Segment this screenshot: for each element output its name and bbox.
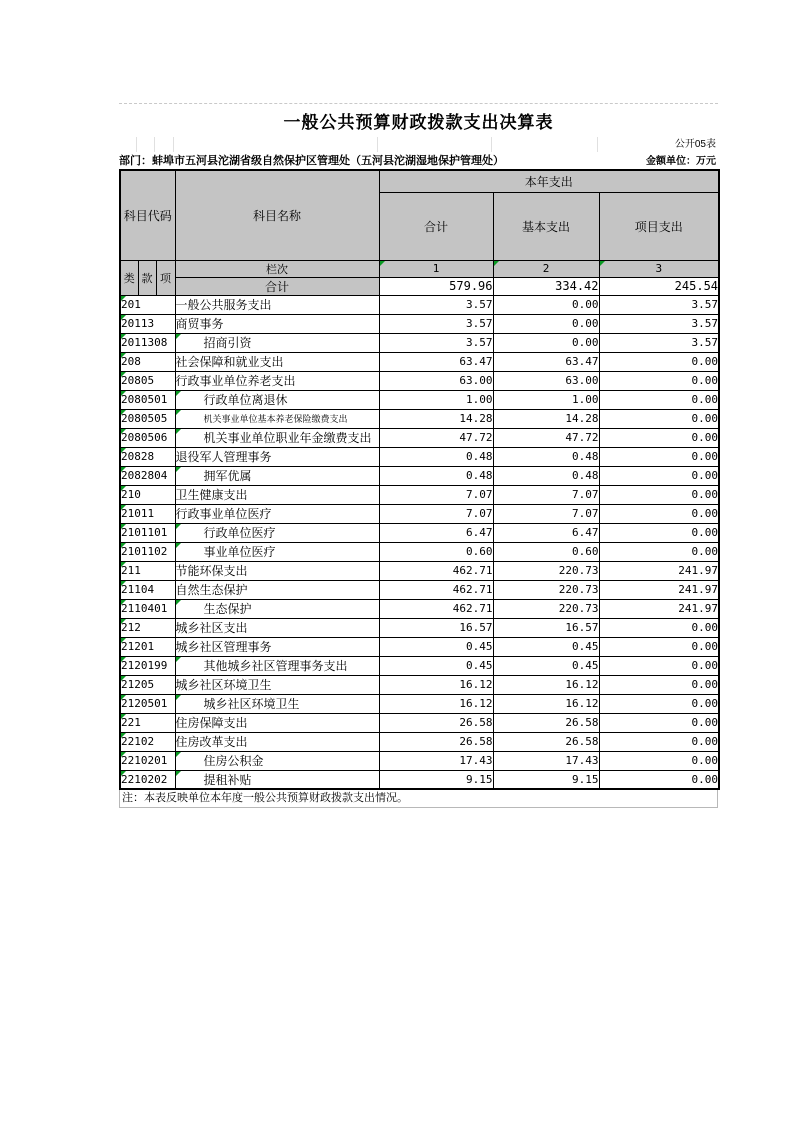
subject-code-cell <box>120 447 175 466</box>
subject-name-text: 机关事业单位基本养老保险缴费支出 <box>203 414 348 424</box>
gridline-cell <box>492 137 598 152</box>
green-corner-flag-icon <box>121 334 126 339</box>
project-value-cell: 241.97 <box>599 561 719 580</box>
table-row <box>120 295 719 314</box>
basic-value-cell: 0.00 <box>493 333 599 352</box>
green-corner-flag-icon <box>600 261 605 266</box>
total-value-cell: 6.47 <box>379 523 493 542</box>
green-corner-flag-icon <box>121 562 126 567</box>
total-value-cell: 9.15 <box>379 770 493 789</box>
project-value-cell: 0.00 <box>599 504 719 523</box>
subject-name-text: 住房改革支出 <box>175 735 248 749</box>
green-corner-flag-icon <box>121 391 126 396</box>
subject-code-header: 科目代码 <box>120 170 175 260</box>
item-header: 项 <box>156 260 175 295</box>
subject-code-text: 21011 <box>121 507 155 520</box>
subject-name-cell <box>175 447 379 466</box>
green-corner-flag-icon <box>176 391 181 396</box>
total-value-cell: 0.48 <box>379 466 493 485</box>
subject-code-text: 21201 <box>121 640 155 653</box>
subject-code-cell <box>120 542 175 561</box>
class-header: 类 <box>120 260 138 295</box>
expenditure-table <box>119 169 720 790</box>
table-row <box>120 504 719 523</box>
total-value-cell: 16.57 <box>379 618 493 637</box>
subject-code-text: 221 <box>121 716 141 729</box>
column-number-3 <box>599 260 719 277</box>
subject-name-text: 机关事业单位职业年金缴费支出 <box>203 431 372 445</box>
subject-code-text: 2210202 <box>121 772 168 786</box>
subject-code-cell <box>120 770 175 789</box>
subject-code-text: 2101102 <box>121 545 168 558</box>
table-body <box>120 295 719 789</box>
basic-value-cell: 0.60 <box>493 542 599 561</box>
total-value-cell: 462.71 <box>379 561 493 580</box>
subject-code-text: 2110401 <box>121 602 168 615</box>
subject-code-cell <box>120 618 175 637</box>
total-value-cell: 26.58 <box>379 713 493 732</box>
subject-name-text: 提租补贴 <box>203 772 252 787</box>
project-value-cell: 0.00 <box>599 409 719 428</box>
basic-value-cell: 17.43 <box>493 751 599 770</box>
green-corner-flag-icon <box>121 733 126 738</box>
basic-value-cell: 1.00 <box>493 390 599 409</box>
subject-name-cell <box>175 466 379 485</box>
subject-name-text: 城乡社区支出 <box>175 621 248 635</box>
green-corner-flag-icon <box>121 581 126 586</box>
green-corner-flag-icon <box>121 638 126 643</box>
subject-code-text: 2120501 <box>121 697 168 710</box>
total-value-cell: 3.57 <box>379 333 493 352</box>
subject-name-text: 城乡社区环境卫生 <box>175 678 272 692</box>
total-value-cell: 14.28 <box>379 409 493 428</box>
subject-name-text: 事业单位医疗 <box>203 545 276 559</box>
subject-code-text: 2101101 <box>121 526 168 539</box>
subject-name-text: 城乡社区管理事务 <box>175 640 272 654</box>
project-value-cell: 0.00 <box>599 523 719 542</box>
project-value-cell: 0.00 <box>599 352 719 371</box>
subject-code-cell <box>120 314 175 333</box>
table-row <box>120 314 719 333</box>
gridline-cell <box>137 137 155 152</box>
footnote: 注：本表反映单位本年度一般公共预算财政拨款支出情况。 <box>119 790 718 808</box>
table-row <box>120 485 719 504</box>
basic-value-cell: 26.58 <box>493 732 599 751</box>
total-value-cell: 462.71 <box>379 580 493 599</box>
table-row <box>120 599 719 618</box>
project-value-cell: 0.00 <box>599 466 719 485</box>
subject-code-cell <box>120 637 175 656</box>
subject-name-cell <box>175 295 379 314</box>
column-number-text: 1 <box>432 262 440 275</box>
table-row <box>120 542 719 561</box>
column-number-2 <box>493 260 599 277</box>
table-row <box>120 466 719 485</box>
green-corner-flag-icon <box>494 261 499 266</box>
subject-code-text: 2080506 <box>121 431 168 444</box>
green-corner-flag-icon <box>121 410 126 415</box>
page-title: 一般公共预算财政拨款支出决算表 <box>283 113 554 132</box>
project-value-cell: 0.00 <box>599 485 719 504</box>
basic-value-cell: 7.07 <box>493 485 599 504</box>
project-value-cell: 0.00 <box>599 732 719 751</box>
subject-name-text: 生态保护 <box>203 602 252 616</box>
green-corner-flag-icon <box>121 467 126 472</box>
grand-total-total: 579.96 <box>379 277 493 295</box>
green-corner-flag-icon <box>121 714 126 719</box>
subject-name-cell <box>175 618 379 637</box>
subject-code-cell <box>120 694 175 713</box>
subject-code-text: 212 <box>121 621 141 634</box>
green-corner-flag-icon <box>176 410 181 415</box>
basic-value-cell: 63.00 <box>493 371 599 390</box>
subject-code-text: 2210201 <box>121 754 168 767</box>
green-corner-flag-icon <box>380 261 385 266</box>
basic-value-cell: 0.45 <box>493 637 599 656</box>
table-row <box>120 352 719 371</box>
subject-name-cell <box>175 694 379 713</box>
subject-name-text: 商贸事务 <box>175 317 224 331</box>
table-row <box>120 447 719 466</box>
green-corner-flag-icon <box>176 524 181 529</box>
project-value-cell: 0.00 <box>599 656 719 675</box>
table-row <box>120 428 719 447</box>
gridline-cell <box>155 137 174 152</box>
green-corner-flag-icon <box>121 296 126 301</box>
sheet-code-row <box>119 137 718 152</box>
header-row-1 <box>120 170 719 192</box>
green-corner-flag-icon <box>121 486 126 491</box>
subject-name-header: 科目名称 <box>175 170 379 260</box>
subject-code-text: 20828 <box>121 450 155 463</box>
subject-code-cell <box>120 371 175 390</box>
green-corner-flag-icon <box>176 600 181 605</box>
subject-code-text: 208 <box>121 355 141 368</box>
green-corner-flag-icon <box>121 752 126 757</box>
subject-code-cell <box>120 599 175 618</box>
total-value-cell: 63.47 <box>379 352 493 371</box>
subject-code-text: 2011308 <box>121 336 168 349</box>
project-value-cell: 0.00 <box>599 694 719 713</box>
subject-code-cell <box>120 561 175 580</box>
project-expenditure-column-header: 项目支出 <box>599 192 719 260</box>
subject-name-cell <box>175 314 379 333</box>
basic-value-cell: 0.45 <box>493 656 599 675</box>
subject-name-cell <box>175 637 379 656</box>
subject-code-text: 210 <box>121 488 141 501</box>
subject-name-text: 一般公共服务支出 <box>175 298 272 312</box>
total-value-cell: 16.12 <box>379 694 493 713</box>
basic-value-cell: 9.15 <box>493 770 599 789</box>
subject-code-text: 20113 <box>121 317 155 330</box>
project-value-cell: 0.00 <box>599 618 719 637</box>
column-index-label: 栏次 <box>175 260 379 277</box>
total-value-cell: 0.45 <box>379 656 493 675</box>
basic-value-cell: 16.12 <box>493 694 599 713</box>
subject-code-cell <box>120 466 175 485</box>
total-value-cell: 63.00 <box>379 371 493 390</box>
subject-name-text: 城乡社区环境卫生 <box>203 697 300 711</box>
table-row <box>120 732 719 751</box>
project-value-cell: 3.57 <box>599 333 719 352</box>
basic-value-cell: 0.48 <box>493 466 599 485</box>
subject-code-text: 21104 <box>121 583 155 596</box>
subject-code-text: 211 <box>121 564 141 577</box>
grand-total-label: 合计 <box>175 277 379 295</box>
subject-name-cell <box>175 390 379 409</box>
subject-name-text: 拥军优属 <box>203 469 252 483</box>
subject-name-cell <box>175 523 379 542</box>
subject-name-cell <box>175 599 379 618</box>
green-corner-flag-icon <box>176 657 181 662</box>
subject-code-cell <box>120 675 175 694</box>
basic-value-cell: 63.47 <box>493 352 599 371</box>
subject-code-cell <box>120 523 175 542</box>
project-value-cell: 241.97 <box>599 580 719 599</box>
subject-name-cell <box>175 751 379 770</box>
subject-name-cell <box>175 504 379 523</box>
project-value-cell: 0.00 <box>599 390 719 409</box>
section-header: 款 <box>138 260 156 295</box>
green-corner-flag-icon <box>176 467 181 472</box>
subject-code-cell <box>120 580 175 599</box>
total-value-cell: 0.48 <box>379 447 493 466</box>
table-row <box>120 770 719 789</box>
subject-name-cell <box>175 333 379 352</box>
report-sheet <box>119 103 718 808</box>
total-value-cell: 47.72 <box>379 428 493 447</box>
current-year-expenditure-header: 本年支出 <box>379 170 719 192</box>
project-value-cell: 0.00 <box>599 770 719 789</box>
green-corner-flag-icon <box>121 657 126 662</box>
subject-code-text: 201 <box>121 298 141 311</box>
basic-value-cell: 220.73 <box>493 599 599 618</box>
subject-code-cell <box>120 732 175 751</box>
subject-code-text: 20805 <box>121 374 155 387</box>
green-corner-flag-icon <box>121 676 126 681</box>
department-row <box>119 152 718 169</box>
grand-total-project: 245.54 <box>599 277 719 295</box>
green-corner-flag-icon <box>176 771 181 776</box>
project-value-cell: 3.57 <box>599 314 719 333</box>
table-row <box>120 637 719 656</box>
subject-code-text: 2120199 <box>121 659 168 672</box>
basic-value-cell: 14.28 <box>493 409 599 428</box>
subject-code-cell <box>120 713 175 732</box>
green-corner-flag-icon <box>121 695 126 700</box>
subject-code-text: 2082804 <box>121 469 168 482</box>
table-row <box>120 694 719 713</box>
subject-code-cell <box>120 409 175 428</box>
total-value-cell: 0.45 <box>379 637 493 656</box>
table-row <box>120 390 719 409</box>
subject-name-cell <box>175 675 379 694</box>
green-corner-flag-icon <box>121 524 126 529</box>
basic-value-cell: 16.12 <box>493 675 599 694</box>
subject-name-cell <box>175 580 379 599</box>
green-corner-flag-icon <box>121 600 126 605</box>
subject-name-cell <box>175 352 379 371</box>
subject-code-cell <box>120 504 175 523</box>
green-corner-flag-icon <box>176 695 181 700</box>
table-row <box>120 751 719 770</box>
basic-value-cell: 0.00 <box>493 314 599 333</box>
table-row <box>120 333 719 352</box>
total-value-cell: 7.07 <box>379 485 493 504</box>
subject-name-text: 节能环保支出 <box>175 564 248 578</box>
gridline-cell <box>378 137 492 152</box>
subject-code-cell <box>120 352 175 371</box>
basic-value-cell: 16.57 <box>493 618 599 637</box>
sheet-code-label: 公开05表 <box>674 139 716 150</box>
subject-name-text: 自然生态保护 <box>175 583 248 597</box>
total-value-cell: 16.12 <box>379 675 493 694</box>
project-value-cell: 0.00 <box>599 675 719 694</box>
basic-expenditure-column-header: 基本支出 <box>493 192 599 260</box>
table-row <box>120 675 719 694</box>
project-value-cell: 0.00 <box>599 713 719 732</box>
project-value-cell: 0.00 <box>599 371 719 390</box>
green-corner-flag-icon <box>121 771 126 776</box>
subject-name-cell <box>175 409 379 428</box>
table-row <box>120 561 719 580</box>
header-row-3 <box>120 260 719 277</box>
green-corner-flag-icon <box>121 505 126 510</box>
subject-name-text: 社会保障和就业支出 <box>175 355 284 369</box>
basic-value-cell: 7.07 <box>493 504 599 523</box>
basic-value-cell: 0.00 <box>493 295 599 314</box>
subject-name-cell <box>175 542 379 561</box>
project-value-cell: 3.57 <box>599 295 719 314</box>
total-value-cell: 3.57 <box>379 295 493 314</box>
title-row <box>119 104 718 137</box>
green-corner-flag-icon <box>176 543 181 548</box>
green-corner-flag-icon <box>121 619 126 624</box>
total-value-cell: 3.57 <box>379 314 493 333</box>
subject-name-text: 行政单位医疗 <box>203 526 276 540</box>
subject-name-text: 招商引资 <box>203 336 252 350</box>
subject-name-cell <box>175 770 379 789</box>
subject-name-cell <box>175 656 379 675</box>
subject-name-cell <box>175 713 379 732</box>
grand-total-basic: 334.42 <box>493 277 599 295</box>
total-value-cell: 0.60 <box>379 542 493 561</box>
basic-value-cell: 220.73 <box>493 580 599 599</box>
basic-value-cell: 0.48 <box>493 447 599 466</box>
table-row <box>120 580 719 599</box>
basic-value-cell: 6.47 <box>493 523 599 542</box>
table-row <box>120 523 719 542</box>
table-row <box>120 371 719 390</box>
subject-code-cell <box>120 656 175 675</box>
subject-code-cell <box>120 295 175 314</box>
green-corner-flag-icon <box>121 353 126 358</box>
subject-name-text: 住房保障支出 <box>175 716 248 730</box>
green-corner-flag-icon <box>121 429 126 434</box>
subject-code-text: 21205 <box>121 678 155 691</box>
subject-name-cell <box>175 732 379 751</box>
subject-code-cell <box>120 390 175 409</box>
subject-name-text: 卫生健康支出 <box>175 488 248 502</box>
table-row <box>120 409 719 428</box>
total-value-cell: 1.00 <box>379 390 493 409</box>
subject-code-cell <box>120 333 175 352</box>
gridline-cell <box>174 137 378 152</box>
gridline-cell <box>119 137 137 152</box>
subject-code-cell <box>120 428 175 447</box>
total-value-cell: 26.58 <box>379 732 493 751</box>
project-value-cell: 0.00 <box>599 447 719 466</box>
total-value-cell: 17.43 <box>379 751 493 770</box>
total-value-cell: 462.71 <box>379 599 493 618</box>
subject-name-text: 行政事业单位医疗 <box>175 507 272 521</box>
subject-name-text: 行政事业单位养老支出 <box>175 374 296 388</box>
basic-value-cell: 47.72 <box>493 428 599 447</box>
green-corner-flag-icon <box>176 429 181 434</box>
green-corner-flag-icon <box>121 315 126 320</box>
subject-code-text: 2080501 <box>121 393 168 406</box>
project-value-cell: 0.00 <box>599 751 719 770</box>
project-value-cell: 0.00 <box>599 637 719 656</box>
project-value-cell: 241.97 <box>599 599 719 618</box>
subject-code-text: 22102 <box>121 735 155 748</box>
grand-total-row <box>120 277 719 295</box>
subject-code-cell <box>120 485 175 504</box>
column-number-1 <box>379 260 493 277</box>
total-value-cell: 7.07 <box>379 504 493 523</box>
column-number-text: 3 <box>655 262 663 275</box>
green-corner-flag-icon <box>121 448 126 453</box>
subject-code-cell <box>120 751 175 770</box>
basic-value-cell: 220.73 <box>493 561 599 580</box>
table-row <box>120 713 719 732</box>
basic-value-cell: 26.58 <box>493 713 599 732</box>
subject-name-cell <box>175 485 379 504</box>
green-corner-flag-icon <box>176 752 181 757</box>
subject-name-cell <box>175 428 379 447</box>
table-row <box>120 618 719 637</box>
project-value-cell: 0.00 <box>599 428 719 447</box>
total-column-header: 合计 <box>379 192 493 260</box>
column-number-text: 2 <box>542 262 550 275</box>
department-label: 部门：蚌埠市五河县沱湖省级自然保护区管理处（五河县沱湖湿地保护管理处） <box>119 155 504 167</box>
subject-name-text: 行政单位离退休 <box>203 393 288 407</box>
subject-name-text: 住房公积金 <box>203 754 264 768</box>
subject-name-cell <box>175 561 379 580</box>
subject-code-text: 2080505 <box>121 412 168 425</box>
subject-name-text: 退役军人管理事务 <box>175 450 272 464</box>
unit-label: 金额单位：万元 <box>646 156 716 167</box>
green-corner-flag-icon <box>121 543 126 548</box>
subject-name-text: 其他城乡社区管理事务支出 <box>203 659 348 673</box>
subject-name-cell <box>175 371 379 390</box>
table-row <box>120 656 719 675</box>
green-corner-flag-icon <box>121 372 126 377</box>
project-value-cell: 0.00 <box>599 542 719 561</box>
green-corner-flag-icon <box>176 334 181 339</box>
